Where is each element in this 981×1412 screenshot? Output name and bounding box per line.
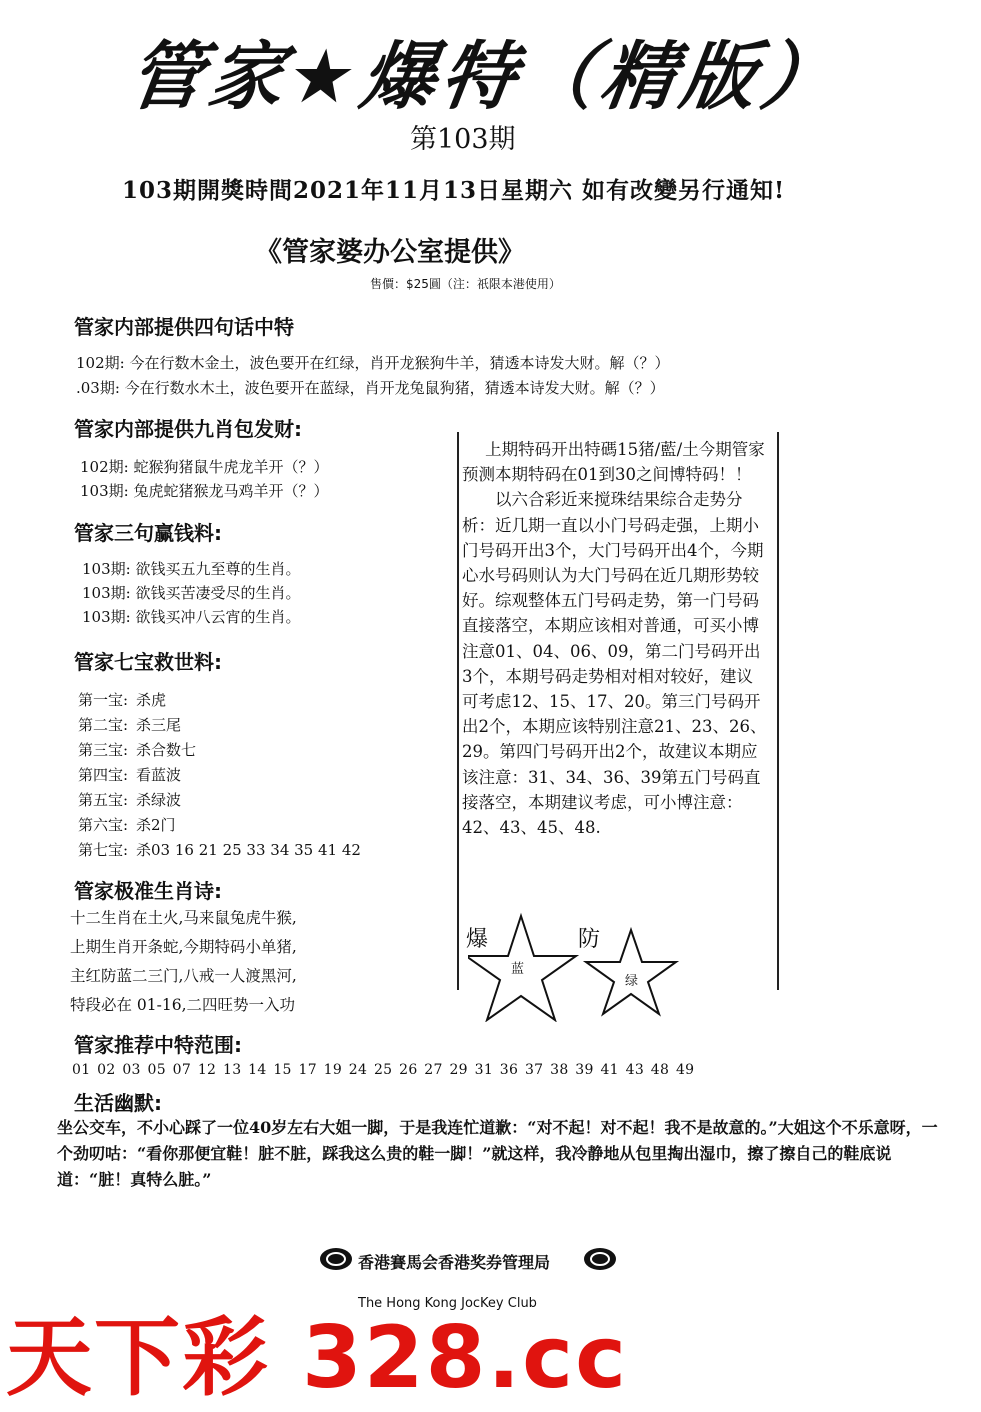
analysis-p1: 上期特码开出特碼15猪/藍/土今期管家预测本期特码在01到30之间博特码！！ bbox=[462, 440, 765, 485]
nine-zodiac-row-102: 102期: 蛇猴狗猪鼠牛虎龙羊开（？） bbox=[80, 458, 329, 476]
four-lines-row-103: .03期: 今在行数水木土，波色要开在蓝绿，肖开龙兔鼠狗猪，猜透本诗发大财。解（？） bbox=[76, 379, 665, 397]
club-logo-right-icon bbox=[582, 1246, 618, 1272]
poem-line: 上期生肖开条蛇,今期特码小单猪, bbox=[70, 938, 297, 956]
seven-treasures-heading: 管家七宝救世料: bbox=[74, 650, 222, 674]
main-title: 管家★爆特（精版） bbox=[123, 34, 848, 120]
nine-zodiac-heading: 管家内部提供九肖包发财: bbox=[74, 417, 302, 441]
treasure-row: 第六宝: 杀2门 bbox=[78, 816, 176, 834]
poem-line: 十二生肖在土火,马来鼠兔虎牛猴, bbox=[70, 909, 297, 927]
club-logo-left-icon bbox=[318, 1246, 354, 1272]
poem-heading: 管家极准生肖诗: bbox=[74, 879, 222, 903]
analysis-text bbox=[462, 437, 768, 840]
treasure-row: 第一宝: 杀虎 bbox=[78, 691, 167, 709]
three-lines-row-3: 103期: 欲钱买冲八云宵的生肖。 bbox=[82, 608, 301, 626]
star2-inner: 绿 bbox=[625, 974, 639, 989]
treasure-row: 第七宝: 杀03 16 21 25 33 34 35 41 42 bbox=[78, 841, 361, 859]
three-lines-heading: 管家三句赢钱料: bbox=[74, 521, 222, 545]
humor-text: 坐公交车，不小心踩了一位40岁左右大姐一脚，于是我连忙道歉：“对不起！对不起！我不是故意的。”大姐这个不乐意呀，一个劲叨咕：“看你那便宜鞋！脏不脏，踩我这么贵的鞋一脚！”就这样，我冷静地从包里掏出湿巾，擦了擦自己的鞋底说道：“脏！真特么脏。” bbox=[57, 1118, 938, 1189]
issue-number: 第103期 bbox=[410, 124, 516, 155]
range-numbers: 01 02 03 05 07 12 13 14 15 17 19 24 25 26 27 29 31 36 37 38 39 41 43 48 49 bbox=[72, 1062, 695, 1078]
club-name-en: The Hong Kong JocKey Club bbox=[358, 1296, 537, 1311]
humor-heading: 生活幽默: bbox=[74, 1091, 162, 1115]
treasure-row: 第三宝: 杀合数七 bbox=[78, 741, 197, 759]
range-heading: 管家推荐中特范围: bbox=[74, 1033, 242, 1057]
star2-label: 防 bbox=[578, 927, 601, 952]
treasure-row: 第五宝: 杀绿波 bbox=[78, 791, 182, 809]
four-lines-row-102: 102期: 今在行数木金土，波色要开在红绿，肖开龙猴狗牛羊，猜透本诗发大财。解（？） bbox=[76, 354, 670, 372]
star1-inner: 蓝 bbox=[511, 962, 525, 977]
four-lines-heading: 管家内部提供四句话中特 bbox=[74, 315, 294, 339]
provider-line: 《管家婆办公室提供》 bbox=[255, 237, 525, 268]
site-watermark: 天下彩 328.cc bbox=[6, 1308, 629, 1408]
nine-zodiac-row-103: 103期: 兔虎蛇猪猴龙马鸡羊开（？） bbox=[80, 482, 329, 500]
analysis-p2: 以六合彩近来搅珠结果综合走势分析：近几期一直以小门号码走强，上期小门号码开出3个，大门号码开出4个，今期心水号码则认为大门号码在近几期形势较好。综观整体五门号码走势，第一门号码直接落空，本期应该相对普通，可买小博注意01、04、06、09，第二门号码开出3个，本期号码走势相对相对较好，建议可考虑12、15、17、20。第三门号码开出2个，本期应该特别注意21、23、26、29。第四门号码开出2个，故建议本期应该注意：31、34、36、39第五门号码直接落空，本期建议考虑，可小博注意：42、43、45、48. bbox=[462, 490, 767, 838]
star1-label: 爆 bbox=[466, 927, 489, 952]
draw-notice: 103期開獎時間2021年11月13日星期六 如有改變另行通知! bbox=[122, 177, 786, 204]
star-icons bbox=[468, 912, 688, 1022]
poem-line: 主红防蓝二三门,八戒一人渡黑河, bbox=[70, 967, 297, 985]
treasure-row: 第四宝: 看蓝波 bbox=[78, 766, 182, 784]
treasure-row: 第二宝: 杀三尾 bbox=[78, 716, 182, 734]
price-line: 售價：$25圓（注：祇限本港使用） bbox=[370, 277, 561, 291]
three-lines-row-2: 103期: 欲钱买苦凄受尽的生肖。 bbox=[82, 584, 301, 602]
three-lines-row-1: 103期: 欲钱买五九至尊的生肖。 bbox=[82, 560, 301, 578]
club-name-cn: 香港賽馬会香港奖券管理局 bbox=[358, 1253, 551, 1272]
poem-line: 特段必在 01-16,二四旺势一入功 bbox=[70, 996, 296, 1014]
